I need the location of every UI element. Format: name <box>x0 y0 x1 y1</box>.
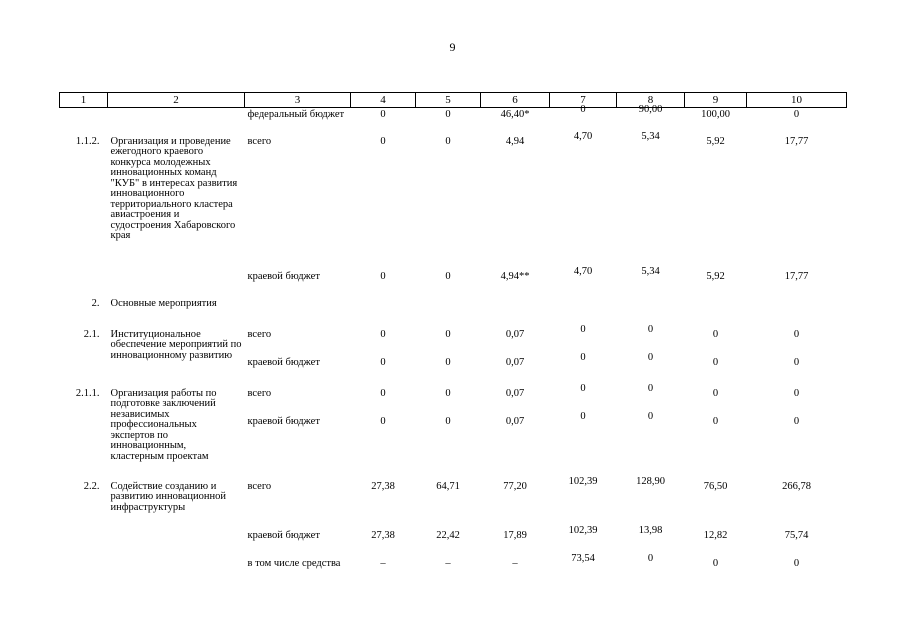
item-name: Организация работы по подготовке заключений независимых профессиональных экспертов по инновационным, кластерным проектам <box>110 387 217 462</box>
item-name <box>108 270 245 297</box>
table-row <box>60 557 847 585</box>
value-cell: 0 <box>445 356 451 368</box>
value-cell: – <box>445 557 451 569</box>
value-cell: 12,82 <box>703 529 728 541</box>
value-cell: 46,40* <box>500 109 530 120</box>
value-cell: 13,98 <box>638 524 663 536</box>
value-cell: 0 <box>380 109 386 120</box>
value-cell: 73,54 <box>571 552 595 564</box>
value-cell: 75,74 <box>784 529 809 541</box>
table-row <box>60 135 847 270</box>
value-cell: 0 <box>380 270 386 282</box>
value-cell: 0 <box>380 415 386 427</box>
value-cell: 128,90 <box>636 475 665 487</box>
value-cell: 17,89 <box>503 529 527 541</box>
funding-source: всего <box>247 480 272 492</box>
value-cell: 90,00 <box>638 104 663 115</box>
item-code: 2. <box>91 297 100 309</box>
value-cell: 0 <box>793 109 800 120</box>
value-cell: 0 <box>380 135 386 147</box>
item-code <box>60 356 108 387</box>
value-cell <box>747 297 847 328</box>
column-header: 4 <box>351 93 416 108</box>
funding-source: всего <box>247 387 272 399</box>
item-code <box>60 529 108 557</box>
value-cell: 0 <box>793 415 800 427</box>
table-row <box>60 108 847 135</box>
table-row <box>60 387 847 415</box>
value-cell: 102,39 <box>568 475 598 487</box>
value-cell: 5,92 <box>706 135 725 147</box>
value-cell: 0 <box>712 328 719 340</box>
item-code <box>60 108 108 135</box>
value-cell: 4,94 <box>505 135 525 147</box>
funding-source: в том числе средства <box>247 557 341 569</box>
value-cell: 27,38 <box>371 529 395 541</box>
column-header: 10 <box>747 93 847 108</box>
value-cell: 5,34 <box>641 130 660 142</box>
item-code <box>60 270 108 297</box>
item-name: Организация и проведение ежегодного краевого конкурса молодежных инновационных команд "КУБ" в интересах развития инновационного территориального кластера авиастроения и судостроения Хабаровского края <box>110 135 238 241</box>
value-cell: 4,94** <box>500 270 530 282</box>
value-cell: 0 <box>793 557 800 569</box>
value-cell <box>416 297 481 328</box>
value-cell: 0 <box>580 351 586 363</box>
value-cell <box>481 297 550 328</box>
item-name <box>108 108 245 135</box>
item-code: 2.1. <box>83 328 100 340</box>
value-cell: 0 <box>580 104 586 115</box>
value-cell: 0 <box>445 328 451 340</box>
funding-source: краевой бюджет <box>247 415 320 427</box>
value-cell: 0 <box>647 382 654 394</box>
value-cell: 0 <box>793 356 800 368</box>
item-name <box>108 529 245 557</box>
value-cell: 5,34 <box>641 265 660 277</box>
value-cell: 0,07 <box>505 415 525 427</box>
item-code: 1.1.2. <box>75 135 100 147</box>
value-cell <box>351 297 416 328</box>
column-header: 9 <box>685 93 747 108</box>
funding-source: краевой бюджет <box>247 356 320 368</box>
column-header: 6 <box>481 93 550 108</box>
value-cell: 5,92 <box>706 270 725 282</box>
value-cell: 100,00 <box>701 109 730 120</box>
value-cell: 0,07 <box>505 387 525 399</box>
column-header: 7 <box>550 93 617 108</box>
value-cell: 4,70 <box>573 130 593 142</box>
header-row <box>60 93 847 108</box>
column-header: 5 <box>416 93 481 108</box>
value-cell: 0,07 <box>505 356 525 368</box>
value-cell: 0 <box>712 415 719 427</box>
value-cell: 22,42 <box>436 529 460 541</box>
item-code: 2.1.1. <box>75 387 100 399</box>
column-header: 8 <box>617 93 685 108</box>
column-header: 3 <box>245 93 351 108</box>
table-row <box>60 328 847 356</box>
value-cell: 0 <box>647 552 654 564</box>
table-row <box>60 529 847 557</box>
funding-source: федеральный бюджет <box>247 109 345 120</box>
item-name: Институциональное обеспечение мероприятий по инновационному развитию <box>110 328 242 361</box>
value-cell: 0 <box>793 328 800 340</box>
value-cell: 0 <box>793 387 800 399</box>
value-cell: 0 <box>380 387 386 399</box>
value-cell: – <box>512 557 518 569</box>
value-cell: 76,50 <box>703 480 728 492</box>
value-cell: 0 <box>445 135 451 147</box>
value-cell: 0 <box>445 415 451 427</box>
value-cell: 0 <box>580 323 586 335</box>
value-cell: 0 <box>580 410 586 422</box>
value-cell: 0 <box>712 356 719 368</box>
item-name: Основные мероприятия <box>110 297 217 309</box>
value-cell: 0 <box>712 387 719 399</box>
value-cell: 266,78 <box>782 480 811 492</box>
value-cell: 0 <box>445 109 451 120</box>
value-cell: 77,20 <box>503 480 527 492</box>
funding-source: краевой бюджет <box>247 529 320 541</box>
value-cell: 0 <box>647 410 654 422</box>
funding-source <box>245 297 351 328</box>
table-row <box>60 270 847 297</box>
funding-source: краевой бюджет <box>247 270 320 282</box>
value-cell: 27,38 <box>371 480 395 492</box>
value-cell <box>685 297 747 328</box>
value-cell: 0 <box>380 356 386 368</box>
item-code: 2.2. <box>83 480 100 492</box>
value-cell: 0 <box>647 351 654 363</box>
value-cell: 0 <box>712 557 719 569</box>
value-cell: 0 <box>445 270 451 282</box>
value-cell: 0 <box>380 328 386 340</box>
value-cell: 0 <box>445 387 451 399</box>
item-code <box>60 415 108 480</box>
value-cell: – <box>380 557 386 569</box>
value-cell: 64,71 <box>436 480 460 492</box>
column-header: 1 <box>60 93 108 108</box>
table-row <box>60 297 847 328</box>
item-name: Содействие созданию и развитию инновационной инфраструктуры <box>110 480 226 513</box>
value-cell: 0 <box>647 323 654 335</box>
value-cell: 17,77 <box>784 270 809 282</box>
table-row <box>60 480 847 529</box>
value-cell: 0,07 <box>505 328 525 340</box>
funding-source: всего <box>247 135 272 147</box>
column-header: 2 <box>108 93 245 108</box>
item-code <box>60 557 108 585</box>
item-name <box>108 557 245 585</box>
funding-source: всего <box>247 328 272 340</box>
value-cell: 4,70 <box>573 265 593 277</box>
budget-table <box>59 92 847 585</box>
value-cell: 102,39 <box>568 524 598 536</box>
value-cell: 17,77 <box>784 135 809 147</box>
value-cell: 0 <box>580 382 586 394</box>
page-number: 9 <box>449 40 456 54</box>
